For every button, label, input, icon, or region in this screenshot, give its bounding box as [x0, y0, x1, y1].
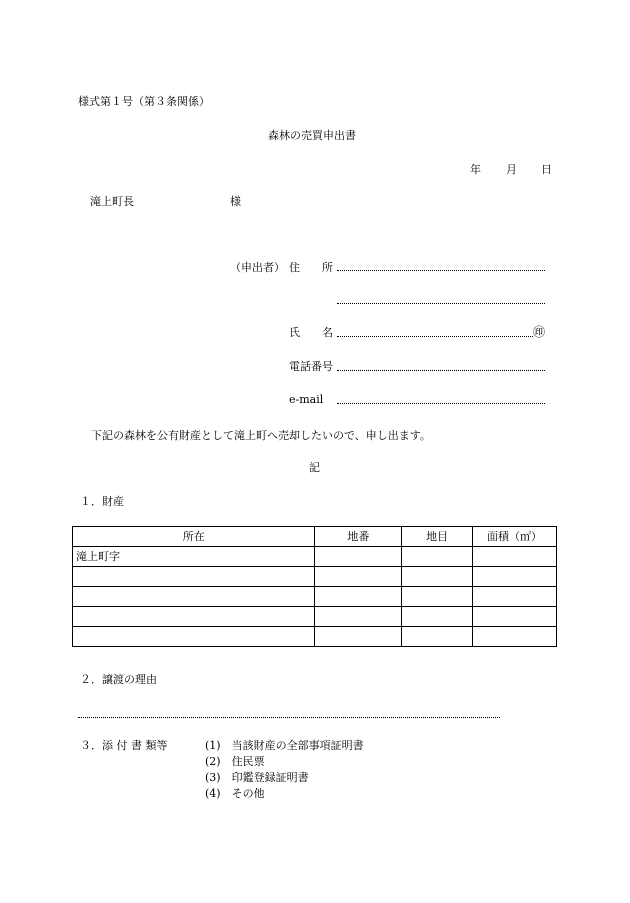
- header-area: 面積（㎡）: [473, 527, 557, 547]
- header-location: 所在: [73, 527, 315, 547]
- note-heading: 記: [309, 461, 320, 474]
- cell-area[interactable]: [473, 547, 557, 567]
- header-lot-number: 地番: [315, 527, 402, 547]
- statement-text: 下記の森林を公有財産として滝上町へ売却したいので、申し出ます。: [91, 429, 431, 442]
- attachment-item: (2) 住民票: [205, 755, 265, 768]
- cell-land-category[interactable]: [402, 547, 473, 567]
- property-table: [72, 526, 557, 647]
- form-number: 様式第１号（第３条関係）: [78, 95, 210, 108]
- attachment-item: (4) その他: [205, 787, 265, 800]
- cell-area[interactable]: [473, 587, 557, 607]
- applicant-label: （申出者）: [230, 261, 285, 274]
- name-label: 氏 名: [289, 326, 333, 339]
- email-line[interactable]: [337, 403, 545, 404]
- table-row: [73, 587, 557, 607]
- cell-location[interactable]: [73, 587, 315, 607]
- section1-heading: １．財産: [80, 495, 124, 508]
- cell-area[interactable]: [473, 567, 557, 587]
- cell-location[interactable]: [73, 627, 315, 647]
- email-label: e-mail: [289, 393, 324, 406]
- cell-land-category[interactable]: [402, 567, 473, 587]
- address-line-2[interactable]: [337, 303, 545, 304]
- table-row: [73, 627, 557, 647]
- cell-lot-number[interactable]: [315, 627, 402, 647]
- section3-heading: ３．添 付 書 類等: [80, 739, 168, 752]
- cell-lot-number[interactable]: [315, 587, 402, 607]
- cell-land-category[interactable]: [402, 607, 473, 627]
- date-month: 月: [506, 163, 517, 176]
- seal-mark: ㊞: [533, 325, 546, 339]
- cell-land-category[interactable]: [402, 627, 473, 647]
- phone-line[interactable]: [337, 370, 545, 371]
- cell-location[interactable]: 滝上町字: [73, 547, 315, 567]
- table-row: [73, 567, 557, 587]
- reason-line[interactable]: [78, 717, 500, 718]
- section2-heading: ２．譲渡の理由: [80, 673, 157, 686]
- cell-lot-number[interactable]: [315, 607, 402, 627]
- addressee-honorific: 様: [230, 195, 241, 208]
- cell-area[interactable]: [473, 607, 557, 627]
- cell-area[interactable]: [473, 627, 557, 647]
- header-land-category: 地目: [402, 527, 473, 547]
- cell-location[interactable]: [73, 567, 315, 587]
- name-line[interactable]: [337, 336, 533, 337]
- table-header-row: [73, 527, 557, 547]
- address-line-1[interactable]: [337, 270, 545, 271]
- phone-label: 電話番号: [289, 360, 333, 373]
- cell-lot-number[interactable]: [315, 567, 402, 587]
- date-year: 年: [470, 163, 481, 176]
- table-row: [73, 607, 557, 627]
- cell-location[interactable]: [73, 607, 315, 627]
- address-label: 住 所: [289, 261, 333, 274]
- document-title: 森林の売買申出書: [268, 129, 356, 142]
- cell-land-category[interactable]: [402, 587, 473, 607]
- date-day: 日: [541, 163, 552, 176]
- cell-lot-number[interactable]: [315, 547, 402, 567]
- table-row: [73, 547, 557, 567]
- attachment-item: (1) 当該財産の全部事項証明書: [205, 739, 364, 752]
- addressee-name: 滝上町長: [90, 195, 134, 208]
- attachment-item: (3) 印鑑登録証明書: [205, 771, 309, 784]
